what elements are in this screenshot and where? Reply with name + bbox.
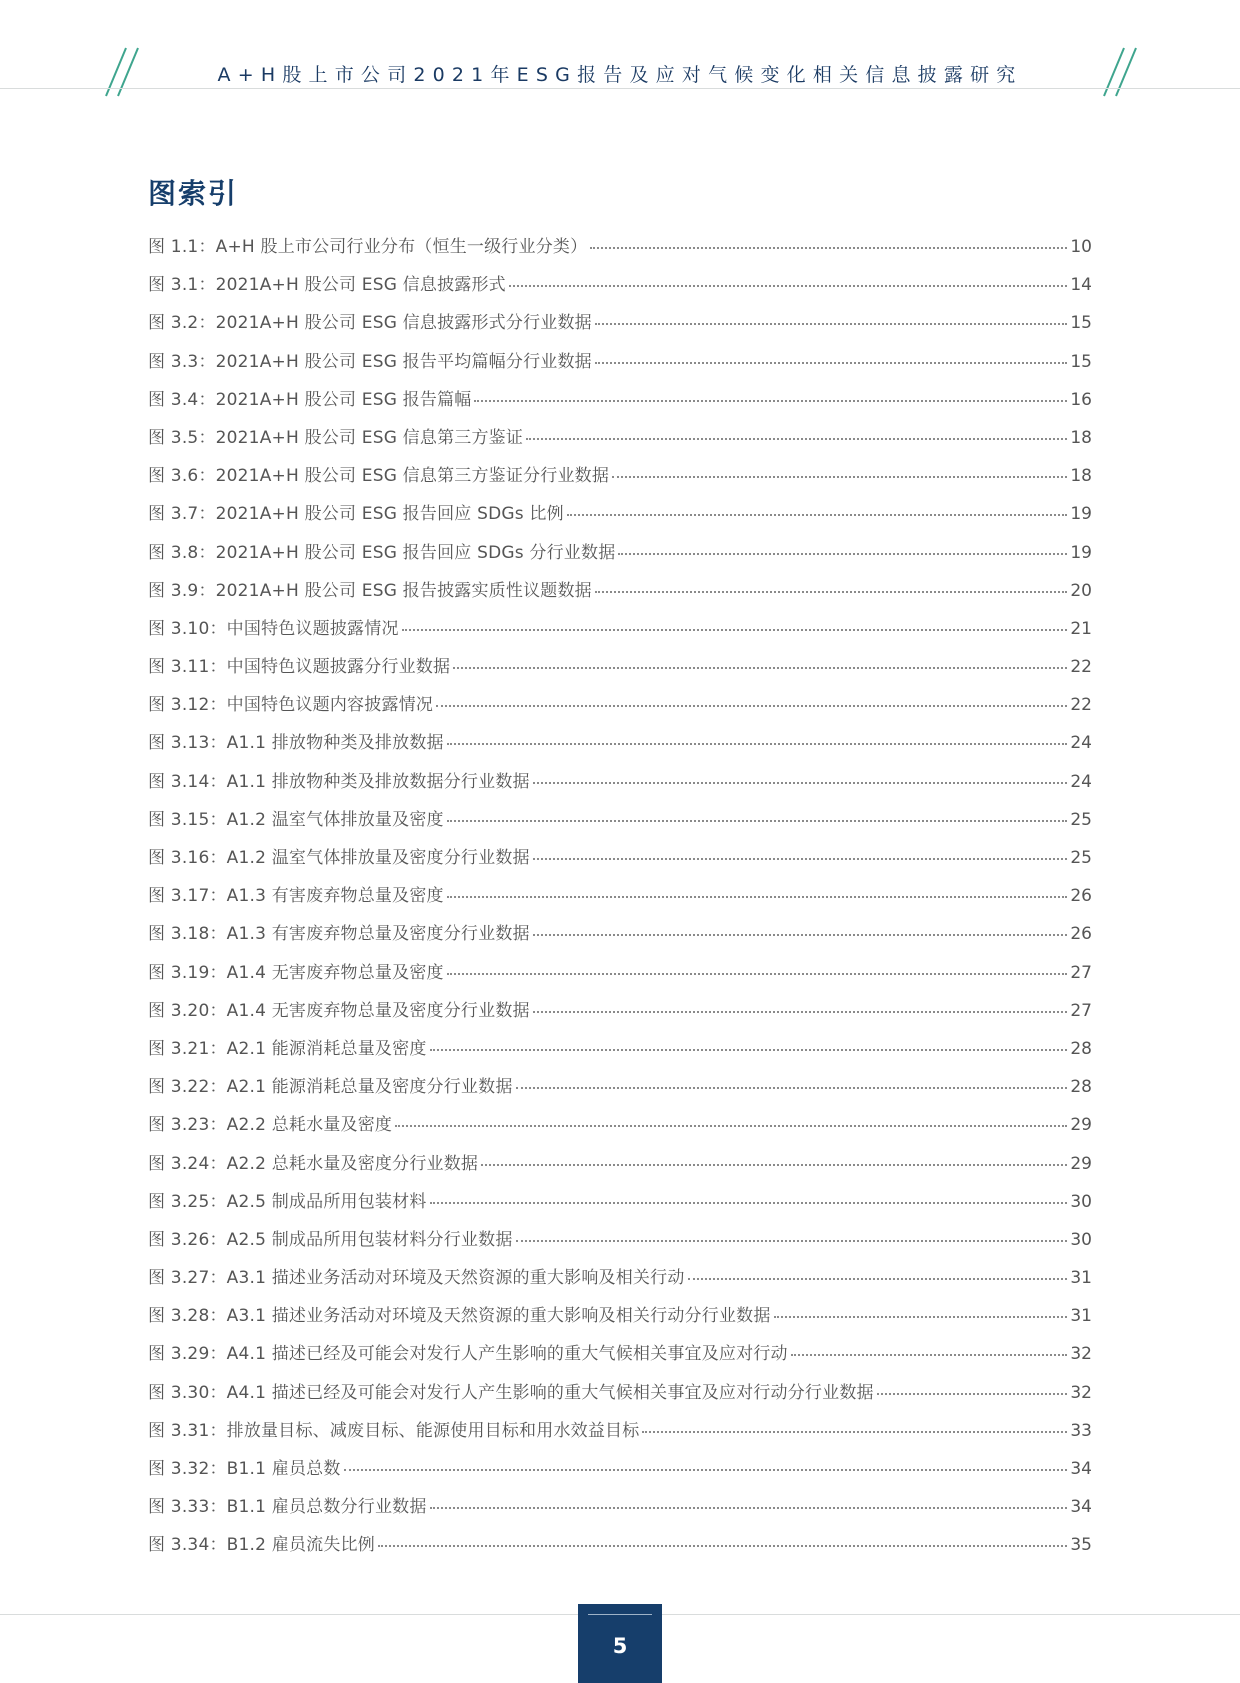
toc-entry[interactable]: [148, 1225, 1092, 1263]
toc-entry[interactable]: [148, 996, 1092, 1034]
toc-entry[interactable]: [148, 1530, 1092, 1568]
toc-entry-label: 图 3.18：A1.3 有害废弃物总量及密度分行业数据: [148, 924, 530, 945]
toc-entry-page: 30: [1070, 1191, 1092, 1212]
toc-entry-label: 图 3.16：A1.2 温室气体排放量及密度分行业数据: [148, 848, 530, 868]
toc-entry-page: 28: [1070, 1077, 1092, 1098]
toc-dot-leader: [595, 591, 1067, 593]
toc-dot-leader: [430, 1049, 1067, 1051]
header-divider: [0, 88, 1240, 89]
toc-dot-leader: [567, 514, 1067, 516]
toc-dot-leader: [481, 1164, 1067, 1166]
toc-entry[interactable]: [148, 461, 1092, 499]
toc-entry-page: 30: [1070, 1229, 1092, 1250]
double-slash-icon: [104, 46, 144, 98]
toc-entry-page: 10: [1070, 237, 1092, 257]
toc-entry[interactable]: [148, 652, 1092, 690]
toc-entry-page: 28: [1070, 1038, 1092, 1059]
toc-entry-label: 图 3.1：2021A+H 股公司 ESG 信息披露形式: [148, 275, 506, 296]
toc-entry-label: 图 3.2：2021A+H 股公司 ESG 信息披露形式分行业数据: [148, 313, 592, 334]
toc-entry[interactable]: [148, 728, 1092, 766]
toc-dot-leader: [590, 247, 1067, 249]
toc-entry-label: 图 3.20：A1.4 无害废弃物总量及密度分行业数据: [148, 1000, 530, 1021]
toc-entry-page: 22: [1070, 695, 1092, 716]
toc-dot-leader: [474, 400, 1067, 402]
toc-entry-label: 图 3.24：A2.2 总耗水量及密度分行业数据: [148, 1153, 479, 1174]
page-number-box: [578, 1604, 662, 1683]
toc-dot-leader: [447, 820, 1067, 822]
toc-entry-page: 25: [1070, 848, 1092, 868]
toc-entry[interactable]: [148, 1110, 1092, 1148]
page-box-rule: [588, 1614, 652, 1615]
double-slash-icon: [1102, 46, 1142, 98]
toc-dot-leader: [533, 782, 1067, 784]
toc-dot-leader: [774, 1316, 1067, 1318]
toc-entry-label: 图 3.30：A4.1 描述已经及可能会对发行人产生影响的重大气候相关事宜及应对行动分行业数据: [148, 1382, 874, 1403]
toc-entry-page: 32: [1070, 1382, 1092, 1403]
toc-entry-label: 图 3.21：A2.1 能源消耗总量及密度: [148, 1038, 427, 1059]
page-header: [0, 0, 1240, 100]
toc-entry[interactable]: [148, 1492, 1092, 1530]
toc-entry[interactable]: [148, 1301, 1092, 1339]
toc-dot-leader: [533, 1011, 1067, 1013]
toc-entry-label: 图 3.12：中国特色议题内容披露情况: [148, 695, 434, 716]
toc-dot-leader: [395, 1125, 1067, 1127]
toc-entry[interactable]: [148, 308, 1092, 346]
toc-entry-page: 21: [1070, 618, 1092, 639]
toc-entry-page: 19: [1070, 504, 1092, 525]
toc-entry-label: 图 3.22：A2.1 能源消耗总量及密度分行业数据: [148, 1077, 513, 1098]
toc-entry-label: 图 3.27：A3.1 描述业务活动对环境及天然资源的重大影响及相关行动: [148, 1268, 685, 1289]
toc-entry-label: 图 3.25：A2.5 制成品所用包装材料: [148, 1191, 427, 1212]
toc-dot-leader: [430, 1202, 1067, 1204]
toc-dot-leader: [642, 1431, 1067, 1433]
toc-entry-page: 19: [1070, 542, 1092, 563]
toc-entry-page: 31: [1070, 1268, 1092, 1289]
toc-entry[interactable]: [148, 576, 1092, 614]
toc-dot-leader: [533, 934, 1067, 936]
toc-dot-leader: [595, 323, 1067, 325]
toc-entry[interactable]: [148, 919, 1092, 957]
toc-entry[interactable]: [148, 958, 1092, 996]
toc-entry-label: 图 3.8：2021A+H 股公司 ESG 报告回应 SDGs 分行业数据: [148, 542, 616, 563]
page-title: 图索引: [148, 177, 239, 210]
toc-entry-page: 32: [1070, 1344, 1092, 1365]
toc-entry-label: 图 3.29：A4.1 描述已经及可能会对发行人产生影响的重大气候相关事宜及应对行动: [148, 1344, 788, 1365]
toc-entry-page: 33: [1070, 1420, 1092, 1441]
toc-entry-page: 16: [1070, 389, 1092, 410]
toc-entry-label: 图 3.11：中国特色议题披露分行业数据: [148, 657, 451, 678]
toc-dot-leader: [453, 667, 1067, 669]
toc-dot-leader: [344, 1469, 1067, 1471]
toc-entry[interactable]: [148, 538, 1092, 576]
toc-entry[interactable]: [148, 1187, 1092, 1225]
toc-dot-leader: [430, 1507, 1067, 1509]
header-title: A+H股上市公司2021年ESG报告及应对气候变化相关信息披露研究: [217, 64, 1023, 86]
toc-entry-label: 图 3.34：B1.2 雇员流失比例: [148, 1535, 375, 1556]
toc-entry-page: 31: [1070, 1306, 1092, 1327]
toc-dot-leader: [402, 629, 1067, 631]
toc-entry-page: 14: [1070, 275, 1092, 296]
toc-entry[interactable]: [148, 843, 1092, 881]
toc-entry-page: 35: [1070, 1535, 1092, 1556]
toc-entry-page: 24: [1070, 733, 1092, 754]
toc-entry-label: 图 3.32：B1.1 雇员总数: [148, 1459, 341, 1479]
toc-entry-page: 20: [1070, 580, 1092, 601]
toc-entry-page: 29: [1070, 1153, 1092, 1174]
toc-entry-page: 34: [1070, 1459, 1092, 1479]
toc-entry-label: 图 3.10：中国特色议题披露情况: [148, 618, 399, 639]
toc-entry-label: 图 3.6：2021A+H 股公司 ESG 信息第三方鉴证分行业数据: [148, 466, 610, 487]
toc-entry[interactable]: [148, 805, 1092, 843]
toc-dot-leader: [688, 1278, 1067, 1280]
toc-entry-label: 图 3.4：2021A+H 股公司 ESG 报告篇幅: [148, 389, 472, 410]
toc-dot-leader: [436, 705, 1067, 707]
toc-entry-label: 图 3.19：A1.4 无害废弃物总量及密度: [148, 962, 444, 983]
toc-dot-leader: [595, 362, 1067, 364]
toc-entry-label: 图 3.13：A1.1 排放物种类及排放数据: [148, 733, 444, 754]
toc-dot-leader: [526, 438, 1067, 440]
toc-entry[interactable]: [148, 1378, 1092, 1416]
toc-entry-page: 15: [1070, 313, 1092, 334]
toc-entry-label: 图 3.15：A1.2 温室气体排放量及密度: [148, 809, 444, 830]
toc-entry[interactable]: [148, 270, 1092, 308]
toc-entry[interactable]: [148, 1454, 1092, 1492]
toc-entry-page: 26: [1070, 886, 1092, 907]
toc-entry-page: 24: [1070, 771, 1092, 792]
toc-entry-page: 27: [1070, 1000, 1092, 1021]
toc-entry-page: 15: [1070, 351, 1092, 372]
toc-entry[interactable]: [148, 1149, 1092, 1187]
toc-dot-leader: [516, 1087, 1067, 1089]
toc-entry-page: 22: [1070, 657, 1092, 678]
toc-entry-label: 图 3.3：2021A+H 股公司 ESG 报告平均篇幅分行业数据: [148, 351, 592, 372]
toc-entry[interactable]: [148, 1263, 1092, 1301]
toc-dot-leader: [618, 553, 1067, 555]
toc-entry-label: 图 3.26：A2.5 制成品所用包装材料分行业数据: [148, 1229, 513, 1250]
toc-entry-label: 图 3.23：A2.2 总耗水量及密度: [148, 1115, 393, 1136]
toc-entry[interactable]: [148, 614, 1092, 652]
toc-dot-leader: [447, 743, 1067, 745]
toc-entry[interactable]: [148, 881, 1092, 919]
toc-entry[interactable]: [148, 232, 1092, 270]
toc-entry[interactable]: [148, 1416, 1092, 1454]
toc-entry-label: 图 3.28：A3.1 描述业务活动对环境及天然资源的重大影响及相关行动分行业数据: [148, 1306, 771, 1327]
toc-dot-leader: [877, 1393, 1067, 1395]
toc-dot-leader: [378, 1545, 1067, 1547]
toc-entry-label: 图 3.14：A1.1 排放物种类及排放数据分行业数据: [148, 771, 530, 792]
toc-entry-label: 图 3.33：B1.1 雇员总数分行业数据: [148, 1497, 427, 1518]
toc-entry-label: 图 3.17：A1.3 有害废弃物总量及密度: [148, 886, 444, 907]
page-number: 5: [612, 1634, 628, 1658]
toc-entry[interactable]: [148, 347, 1092, 385]
toc-dot-leader: [509, 285, 1067, 287]
toc-entry-label: 图 3.31：排放量目标、减废目标、能源使用目标和用水效益目标: [148, 1420, 640, 1441]
toc-dot-leader: [447, 896, 1067, 898]
toc-entry-label: 图 3.7：2021A+H 股公司 ESG 报告回应 SDGs 比例: [148, 504, 564, 525]
toc-dot-leader: [533, 858, 1067, 860]
toc-entry[interactable]: [148, 385, 1092, 423]
toc-entry-label: 图 1.1：A+H 股上市公司行业分布（恒生一级行业分类）: [148, 237, 588, 257]
toc-dot-leader: [447, 973, 1067, 975]
toc-entry-page: 18: [1070, 466, 1092, 487]
toc-entry-page: 27: [1070, 962, 1092, 983]
toc-entry-label: 图 3.9：2021A+H 股公司 ESG 报告披露实质性议题数据: [148, 580, 592, 601]
toc-entry[interactable]: [148, 1034, 1092, 1072]
toc-entry[interactable]: [148, 690, 1092, 728]
toc-dot-leader: [612, 476, 1067, 478]
figure-index-list: [148, 232, 1092, 1569]
toc-entry[interactable]: [148, 423, 1092, 461]
toc-entry-page: 25: [1070, 809, 1092, 830]
toc-entry-label: 图 3.5：2021A+H 股公司 ESG 信息第三方鉴证: [148, 427, 524, 448]
toc-entry[interactable]: [148, 499, 1092, 537]
toc-entry-page: 18: [1070, 427, 1092, 448]
toc-entry-page: 34: [1070, 1497, 1092, 1518]
toc-entry-page: 29: [1070, 1115, 1092, 1136]
toc-entry-page: 26: [1070, 924, 1092, 945]
toc-entry[interactable]: [148, 1072, 1092, 1110]
toc-dot-leader: [516, 1240, 1067, 1242]
toc-entry[interactable]: [148, 1339, 1092, 1377]
toc-entry[interactable]: [148, 767, 1092, 805]
toc-dot-leader: [791, 1354, 1067, 1356]
